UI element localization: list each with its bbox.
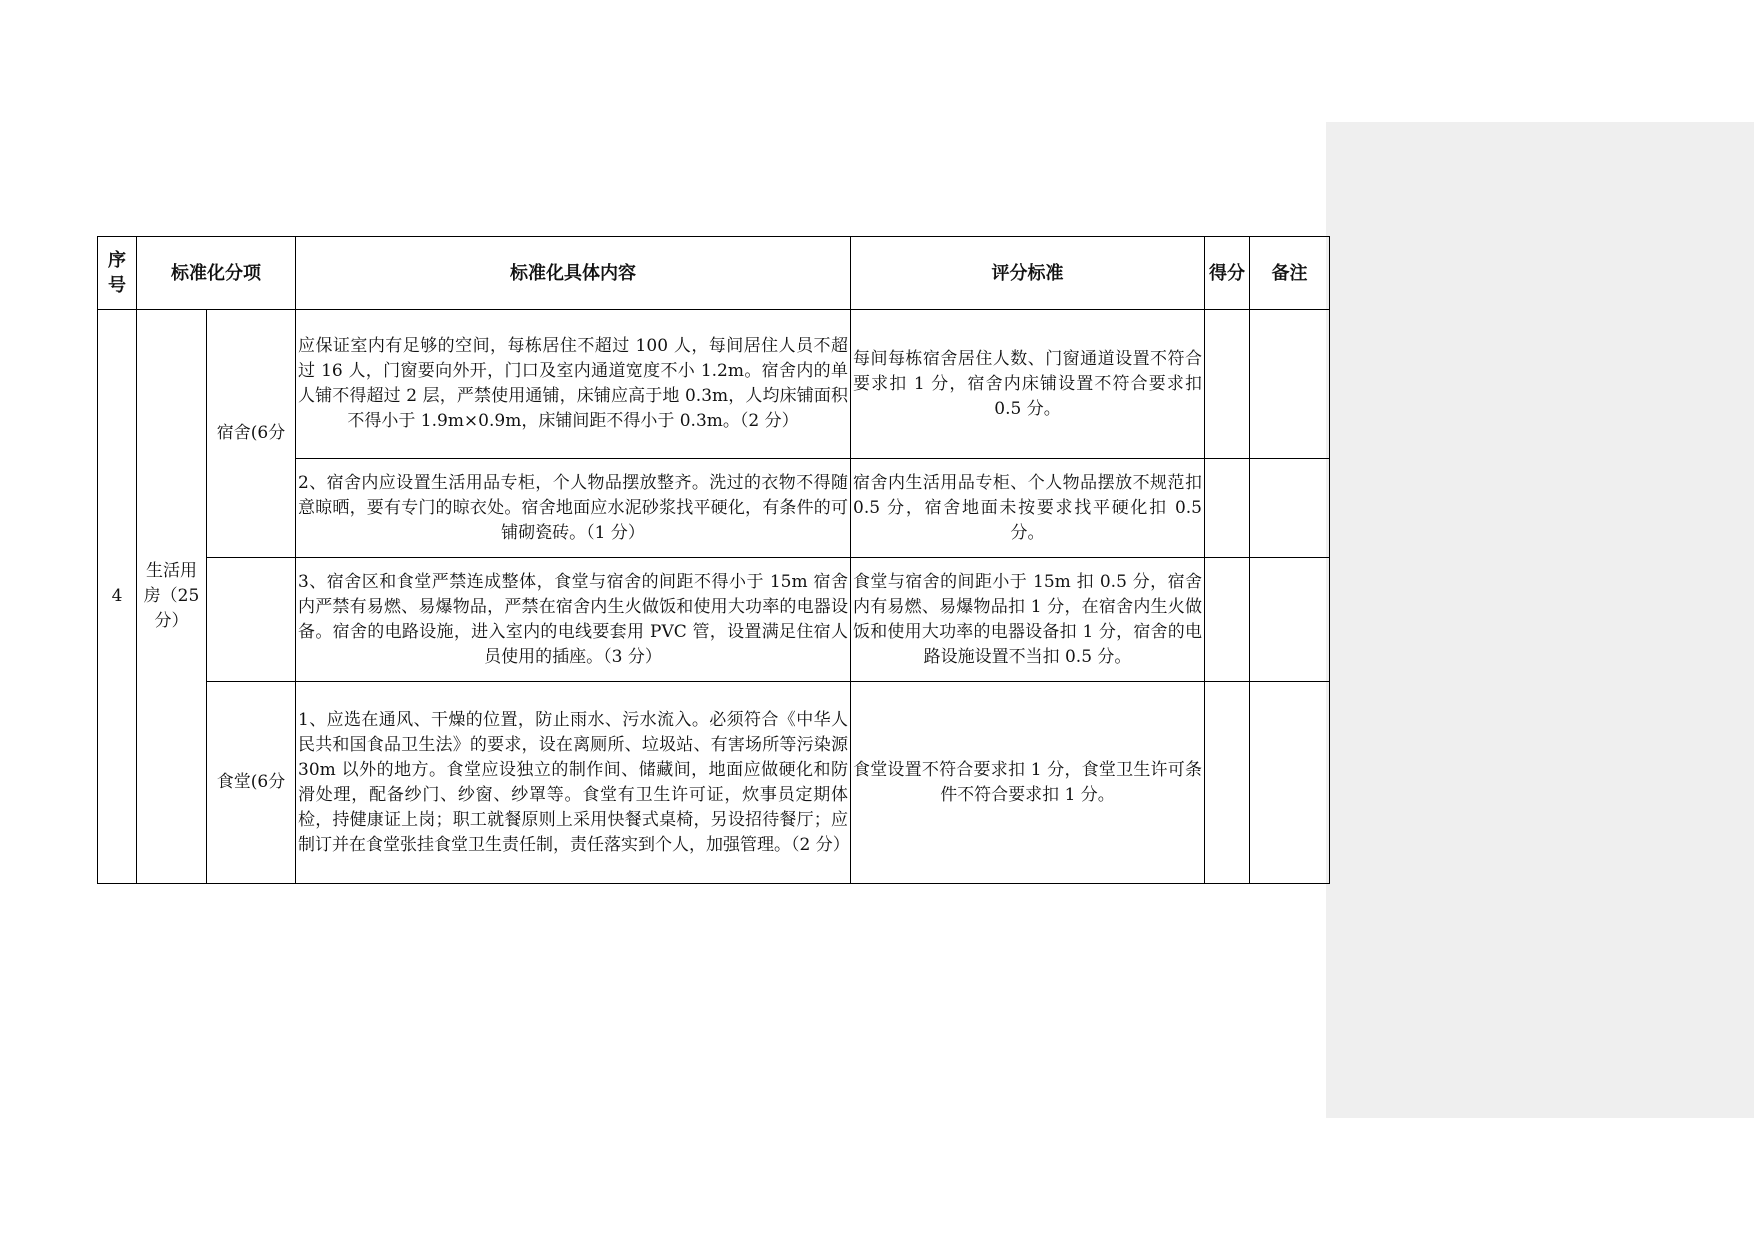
header-content: 标准化具体内容: [296, 237, 851, 310]
header-seq: 序号: [98, 237, 137, 310]
table-row: [98, 310, 1330, 459]
dormitory-content-2: 2、宿舍内应设置生活用品专柜，个人物品摆放整齐。洗过的衣物不得随意晾晒，要有专门的晾衣处。宿舍地面应水泥砂浆找平硬化，有条件的可铺砌瓷砖。（1 分）: [296, 459, 851, 558]
canteen-criteria: 食堂设置不符合要求扣 1 分，食堂卫生许可条件不符合要求扣 1 分。: [851, 682, 1205, 884]
remark-cell[interactable]: [1250, 558, 1330, 682]
dormitory-label: 宿舍(6分: [207, 310, 296, 558]
score-cell[interactable]: [1205, 558, 1250, 682]
header-criteria: 评分标准: [851, 237, 1205, 310]
dormitory-criteria-3: 食堂与宿舍的间距小于 15m 扣 0.5 分，宿舍内有易燃、易爆物品扣 1 分，在宿舍内生火做饭和使用大功率的电器设备扣 1 分，宿舍的电路设施设置不当扣 0.5 分。: [851, 558, 1205, 682]
canteen-label: 食堂(6分: [207, 682, 296, 884]
sub-item-blank: [207, 558, 296, 682]
dormitory-content-1: 应保证室内有足够的空间，每栋居住不超过 100 人，每间居住人员不超过 16 人，门窗要向外开，门口及室内通道宽度不小 1.2m。宿舍内的单人铺不得超过 2 层，严禁使用通铺，床铺应高于地 0.3m，人均床铺面积不得小于 1.9m×0.9m，床铺间距不得小于 0.3m。（2 分）: [296, 310, 851, 459]
table-row: [98, 558, 1330, 682]
comment-margin-pane: [1326, 122, 1754, 1118]
score-cell[interactable]: [1205, 459, 1250, 558]
header-item: 标准化分项: [137, 237, 296, 310]
score-cell[interactable]: [1205, 310, 1250, 459]
table-row: [98, 682, 1330, 884]
dormitory-content-3: 3、宿舍区和食堂严禁连成整体，食堂与宿舍的间距不得小于 15m 宿舍内严禁有易燃、易爆物品，严禁在宿舍内生火做饭和使用大功率的电器设备。宿舍的电路设施，进入室内的电线要套用 PVC 管，设置满足住宿人员使用的插座。（3 分）: [296, 558, 851, 682]
category-seq: 4: [98, 310, 137, 884]
remark-cell[interactable]: [1250, 459, 1330, 558]
header-row: [98, 237, 1330, 310]
score-cell[interactable]: [1205, 682, 1250, 884]
dormitory-criteria-1: 每间每栋宿舍居住人数、门窗通道设置不符合要求扣 1 分，宿舍内床铺设置不符合要求扣 0.5 分。: [851, 310, 1205, 459]
remark-cell[interactable]: [1250, 682, 1330, 884]
dormitory-criteria-2: 宿舍内生活用品专柜、个人物品摆放不规范扣 0.5 分，宿舍地面未按要求找平硬化扣 0.5 分。: [851, 459, 1205, 558]
standardization-table: [97, 236, 1330, 884]
header-remark: 备注: [1250, 237, 1330, 310]
remark-cell[interactable]: [1250, 310, 1330, 459]
category-name: 生活用房（25分）: [137, 310, 207, 884]
header-score: 得分: [1205, 237, 1250, 310]
canteen-content: 1、应选在通风、干燥的位置，防止雨水、污水流入。必须符合《中华人民共和国食品卫生法》的要求，设在离厕所、垃圾站、有害场所等污染源 30m 以外的地方。食堂应设独立的制作间、储藏间，地面应做硬化和防滑处理，配备纱门、纱窗、纱罩等。食堂有卫生许可证，炊事员定期体检，持健康证上岗；职工就餐原则上采用快餐式桌椅，另设招待餐厅；应制订并在食堂张挂食堂卫生责任制，责任落实到个人，加强管理。（2 分）: [296, 682, 851, 884]
